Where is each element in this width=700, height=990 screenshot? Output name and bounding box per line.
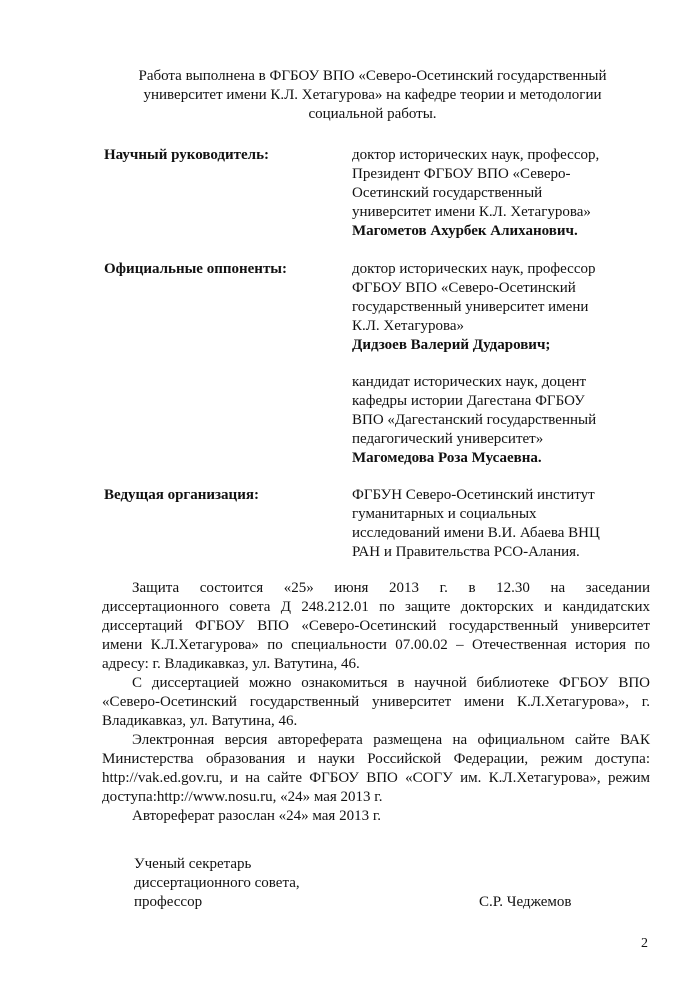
signature-line: Ученый секретарь xyxy=(134,856,252,872)
signature-line: профессор xyxy=(134,894,203,910)
defense-line: диссертаций ФГБОУ ВПО «Северо-Осетинский государственный университет xyxy=(102,618,650,634)
opponent-second-details xyxy=(352,373,642,468)
opponent-line: кафедры истории Дагестана ФГБОУ xyxy=(352,393,585,409)
leading-org-line: исследований имени В.И. Абаева ВНЦ xyxy=(352,525,600,541)
defense-line: диссертационного совета Д 248.212.01 по защите докторских и кандидатских xyxy=(102,599,650,615)
signature-name: С.Р. Чеджемов xyxy=(479,894,572,910)
supervisor-line: Осетинский государственный xyxy=(352,185,543,201)
sent-paragraph xyxy=(102,807,650,826)
opponent-line: ФГБОУ ВПО «Северо-Осетинский xyxy=(352,280,576,296)
opponent-line: ВПО «Дагестанский государственный xyxy=(352,412,597,428)
defense-line: адресу: г. Владикавказ, ул. Ватутина, 46. xyxy=(102,656,360,672)
supervisor-line: Президент ФГБОУ ВПО «Северо- xyxy=(352,166,571,182)
electronic-line: доступа:http://www.nosu.ru, «24» мая 2013 г. xyxy=(102,789,383,805)
supervisor-name: Магометов Ахурбек Алиханович. xyxy=(352,223,578,239)
opponent-second-name: Магомедова Роза Мусаевна. xyxy=(352,450,542,466)
library-paragraph xyxy=(102,674,650,731)
electronic-line: Министерства образования и науки Российской Федерации, режим доступа: xyxy=(102,751,650,767)
supervisor-label: Научный руководитель: xyxy=(104,147,269,163)
supervisor-line: доктор исторических наук, профессор, xyxy=(352,147,600,163)
opponent-first-name: Дидзоев Валерий Дударович; xyxy=(352,337,551,353)
opponent-line: педагогический университет» xyxy=(352,431,544,447)
leading-org-label: Ведущая организация: xyxy=(104,487,259,503)
leading-org-line: РАН и Правительства РСО-Алания. xyxy=(352,544,580,560)
intro-line: социальной работы. xyxy=(308,106,437,122)
sent-line: Автореферат разослан «24» мая 2013 г. xyxy=(132,808,382,824)
leading-org-line: гуманитарных и социальных xyxy=(352,506,537,522)
intro-paragraph xyxy=(100,67,645,124)
supervisor-details xyxy=(352,146,642,241)
intro-line: университет имени К.Л. Хетагурова» на кафедре теории и методологии xyxy=(143,87,602,103)
intro-line: Работа выполнена в ФГБОУ ВПО «Северо-Осетинский государственный xyxy=(138,68,607,84)
opponent-line: К.Л. Хетагурова» xyxy=(352,318,465,334)
opponent-line: государственный университет имени xyxy=(352,299,589,315)
signature-block xyxy=(134,855,300,912)
opponent-first-details xyxy=(352,260,642,355)
leading-org-details xyxy=(352,486,642,562)
leading-org-line: ФГБУН Северо-Осетинский институт xyxy=(352,487,595,503)
opponent-line: кандидат исторических наук, доцент xyxy=(352,374,587,390)
defense-line: имени К.Л.Хетагурова» по специальности 07.00.02 – Отечественная история по xyxy=(102,637,650,653)
electronic-line: Электронная версия автореферата размещена на официальном сайте ВАК xyxy=(132,732,650,748)
electronic-line: http://vak.ed.gov.ru, и на сайте ФГБОУ ВПО «СОГУ им. К.Л.Хетагурова», режим xyxy=(102,770,650,786)
library-line: «Северо-Осетинский государственный университет имени К.Л.Хетагурова», г. xyxy=(102,694,650,710)
opponent-line: доктор исторических наук, профессор xyxy=(352,261,596,277)
page-number: 2 xyxy=(641,936,648,951)
signature-line: диссертационного совета, xyxy=(134,875,300,891)
library-line: Владикавказ, ул. Ватутина, 46. xyxy=(102,713,298,729)
opponents-label: Официальные оппоненты: xyxy=(104,261,288,277)
electronic-paragraph xyxy=(102,731,650,807)
library-line: С диссертацией можно ознакомиться в научной библиотеке ФГБОУ ВПО xyxy=(132,675,650,691)
supervisor-line: университет имени К.Л. Хетагурова» xyxy=(352,204,591,220)
defense-paragraph xyxy=(102,579,650,674)
defense-line: Защита состоится «25» июня 2013 г. в 12.30 на заседании xyxy=(132,580,650,596)
